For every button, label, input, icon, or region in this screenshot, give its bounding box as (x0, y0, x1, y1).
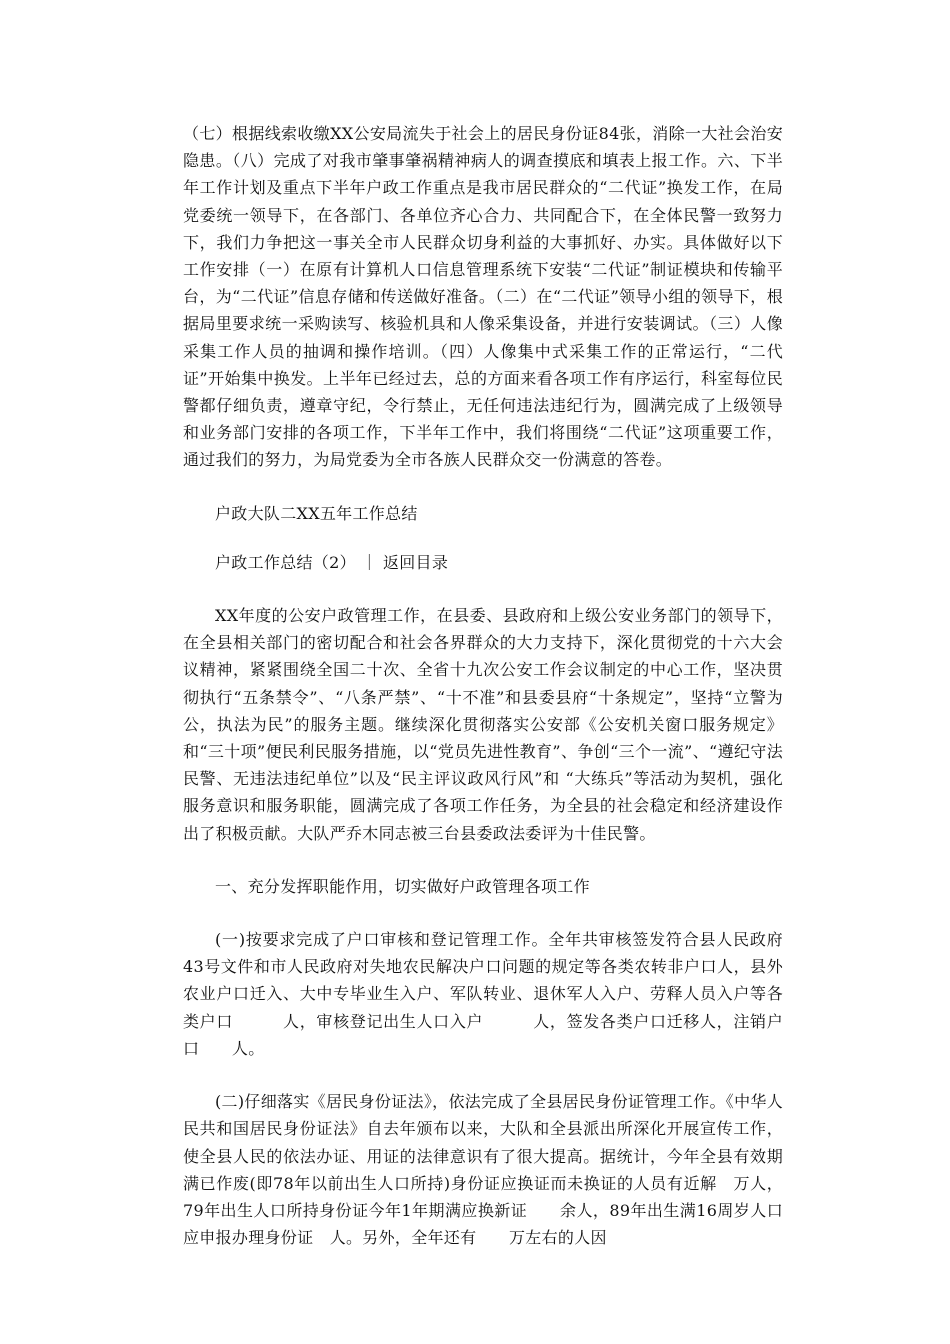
paragraph-household-registration: (一)按要求完成了户口审核和登记管理工作。全年共审核签发符合县人民政府43号文件和市人民政府对失地农民解决户口问题的规定等各类农转非户口人，县外农业户口迁入、大中专毕业生入户、军队转业、退休军人入户、劳释人员入户等各类户口 人，审核登记出生人口入户 人，签发各类户口迁移人，注销户口 人。 (183, 930, 783, 1058)
paragraph-work-plan: （七）根据线索收缴XX公安局流失于社会上的居民身份证84张，消除一大社会治安隐患。（八）完成了对我市肇事肇祸精神病人的调查摸底和填表上报工作。六、下半年工作计划及重点下半年户政工作重点是我市居民群众的“二代证”换发工作，在局党委统一领导下，在各部门、各单位齐心合力、共同配合下，在全体民警一致努力下，我们力争把这一事关全市人民群众切身利益的大事抓好、办实。具体做好以下工作安排（一）在原有计算机人口信息管理系统下安装“二代证”制证模块和传输平台，为“二代证”信息存储和传送做好准备。（二）在“二代证”领导小组的领导下，根据局里要求统一采购读写、核验机具和人像采集设备，并进行安装调试。（三）人像采集工作人员的抽调和操作培训。（四）人像集中式采集工作的正常运行，“二代证”开始集中换发。上半年已经过去，总的方面来看各项工作有序运行，科室每位民警都仔细负责，遵章守纪，令行禁止，无任何违法违纪行为，圆满完成了上级领导和业务部门安排的各项工作，下半年工作中，我们将围绕“二代证”这项重要工作，通过我们的努力，为局党委为全市各族人民群众交一份满意的答卷。 (183, 124, 783, 470)
heading-section-one: 一、充分发挥职能作用，切实做好户政管理各项工作 (215, 876, 590, 896)
section-title: 户政大队二XX五年工作总结 (215, 503, 418, 523)
document-body (183, 120, 783, 1251)
paragraph-id-card-management: (二)仔细落实《居民身份证法》，依法完成了全县居民身份证管理工作。《中华人民共和国居民身份证法》自去年颁布以来，大队和全县派出所深化开展宣传工作，使全县人民的依法办证、用证的法律意识有了很大提高。据统计，今年全县有效期满已作废(即78年以前出生人口所持)身份证应换证而未换证的人员有近解 万人，79年出生人口所持身份证今年1年期满应换新证 余人，89年出生满16周岁人口应申报办理身份证 人。另外，全年还有 万左右的人因 (183, 1092, 783, 1248)
paragraph-annual-summary: XX年度的公安户政管理工作，在县委、县政府和上级公安业务部门的领导下，在全县相关部门的密切配合和社会各界群众的大力支持下，深化贯彻党的十六大会议精神，紧紧围绕全国二十次、全省十九次公安工作会议制定的中心工作，坚决贯彻执行“五条禁令”、“八条严禁”、“十不准”和县委县府“十条规定”，坚持“立警为公，执法为民”的服务主题。继续深化贯彻落实公安部《公安机关窗口服务规定》和“三十项”便民利民服务措施，以“党员先进性教育”、争创“三个一流”、“遵纪守法民警、无违法违纪单位”以及“民主评议政风行风”和 “大练兵”等活动为契机，强化服务意识和服务职能，圆满完成了各项工作任务，为全县的社会稳定和经济建设作出了积极贡献。大队严乔木同志被三台县委政法委评为十佳民警。 (183, 606, 783, 843)
section-subtitle-with-toc-link: 户政工作总结（2） ｜ 返回目录 (215, 552, 449, 572)
